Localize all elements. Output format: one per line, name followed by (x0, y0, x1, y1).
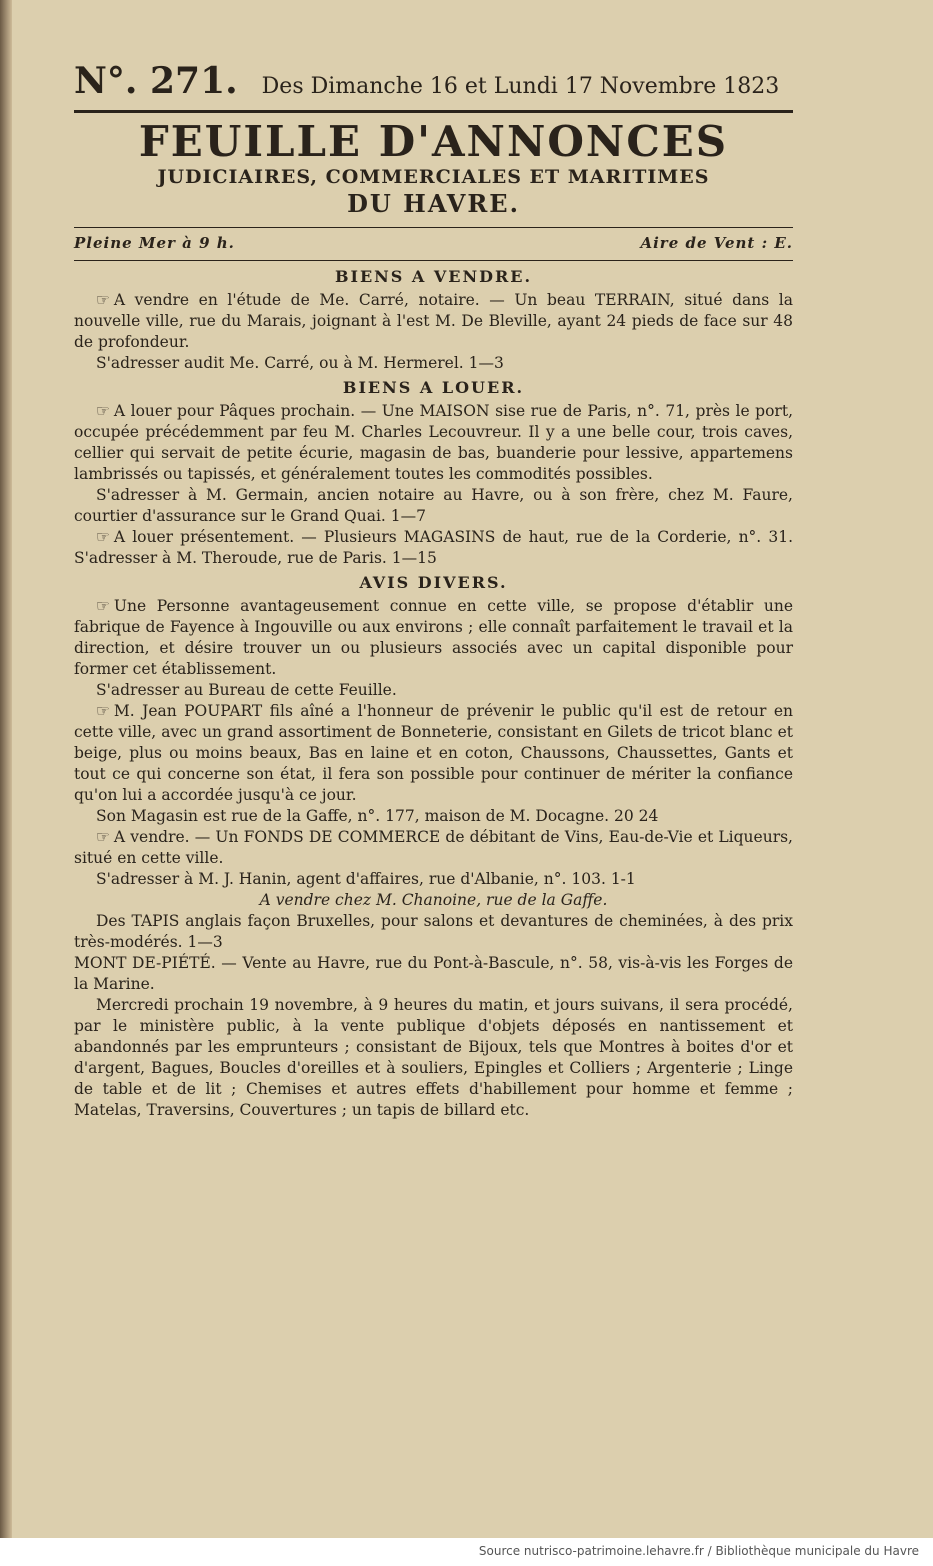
notice-text: Une Personne avantageusement connue en cette ville, se propose d'établir une fabrique de Fayence à Ingouville ou aux environs ; elle connaît parfaitement le travail et la direction, et désire trouver un ou plusieurs associés avec un capital disponible pour former cet établissement. (74, 597, 793, 678)
notice-text: A vendre. — Un FONDS DE COMMERCE de débitant de Vins, Eau-de-Vie et Liqueurs, situé en cette ville. (74, 828, 793, 867)
notice-chanoine: A vendre chez M. Chanoine, rue de la Gaffe. (259, 891, 608, 909)
pointing-hand-icon: ☞ (96, 702, 110, 720)
notice-contact: S'adresser à M. Germain, ancien notaire au Havre, ou à son frère, chez M. Faure, courtier d'assurance sur le Grand Quai. 1—7 (74, 486, 793, 525)
issue-header (74, 60, 793, 102)
issue-date: Des Dimanche 16 et Lundi 17 Novembre 1823 (261, 74, 780, 99)
notice-text: A louer pour Pâques prochain. — Une MAISON sise rue de Paris, n°. 71, près le port, occupée précédemment par feu M. Charles Lecouvreur. Il y a une belle cour, trois caves, cellier qui servait de petite écurie, magasin de bas, buanderie pour lessive, appartemens lambrissés ou tapissés, et généralement toutes les commodités possibles. (74, 402, 793, 483)
source-footer (0, 1538, 933, 1566)
notice-terrain (74, 290, 793, 353)
notice-fayence (74, 596, 793, 680)
notice-text: M. Jean POUPART fils aîné a l'honneur de prévenir le public qu'il est de retour en cette ville, avec un grand assortiment de Bonneterie, consistant en Gilets de tricot blanc et beige, plus ou moins beaux, Bas en laine et en coton, Chaussons, Chaussettes, Gants et tout ce qui concerne son état, il fera son possible pour continuer de mériter la confiance qu'on lui a accordée jusqu'à ce jour. (74, 702, 793, 804)
notice-tapis: Des TAPIS anglais façon Bruxelles, pour salons et devantures de cheminées, à des prix très-modérés. 1—3 (74, 912, 793, 951)
book-spine (0, 0, 12, 1538)
wind-direction: Aire de Vent : E. (640, 234, 793, 252)
issue-number: N°. 271. (74, 60, 238, 102)
notice-vente-publique: Mercredi prochain 19 novembre, à 9 heures du matin, et jours suivans, il sera procédé, par le ministère public, à la vente publique d'objets déposés en nantissement et abandonnés par les emprunteurs ; consistant de Bijoux, tels que Montres à boites d'or et d'argent, Bagues, Boucles d'oreilles et à souliers, Epingles et Colliers ; Argenterie ; Linge de table et de lit ; Chemises et autres effets d'habillement pour homme et femme ; Matelas, Traversins, Couvertures ; un tapis de billard etc. (74, 996, 793, 1119)
section-heading-avis: AVIS DIVERS. (359, 573, 508, 592)
notice-mont-de-piete: MONT DE-PIÉTÉ. — Vente au Havre, rue du Pont-à-Bascule, n°. 58, vis-à-vis les Forges de la Marine. (74, 954, 793, 993)
notice-magasins (74, 527, 793, 569)
notice-text: A louer présentement. — Plusieurs MAGASINS de haut, rue de la Corderie, n°. 31. S'adresser à M. Theroude, rue de Paris. 1—15 (74, 528, 793, 567)
tides-rule (74, 260, 793, 261)
notice-maison (74, 401, 793, 485)
pointing-hand-icon: ☞ (96, 528, 110, 546)
pointing-hand-icon: ☞ (96, 597, 110, 615)
high-tide: Pleine Mer à 9 h. (74, 234, 235, 252)
pointing-hand-icon: ☞ (96, 402, 110, 420)
header-rule (74, 110, 793, 113)
notice-poupart (74, 701, 793, 806)
notice-contact: S'adresser audit Me. Carré, ou à M. Hermerel. 1—3 (96, 354, 504, 372)
notice-contact: S'adresser au Bureau de cette Feuille. (96, 681, 397, 699)
notice-contact: S'adresser à M. J. Hanin, agent d'affaires, rue d'Albanie, n°. 103. 1-1 (96, 870, 636, 888)
masthead-title: FEUILLE D'ANNONCES (138, 117, 729, 166)
masthead-subtitle: JUDICIAIRES, COMMERCIALES ET MARITIMES (157, 166, 710, 188)
masthead-rule (74, 227, 793, 228)
notice-contact: Son Magasin est rue de la Gaffe, n°. 177, maison de M. Docagne. 20 24 (96, 807, 659, 825)
pointing-hand-icon: ☞ (96, 828, 110, 846)
notice-text: A vendre en l'étude de Me. Carré, notaire. — Un beau TERRAIN, situé dans la nouvelle ville, rue du Marais, joignant à l'est M. De Bleville, ayant 24 pieds de face sur 48 de profondeur. (74, 291, 793, 351)
newspaper-page (12, 0, 933, 1538)
pointing-hand-icon: ☞ (96, 291, 110, 309)
source-credit: Source nutrisco-patrimoine.lehavre.fr / Bibliothèque municipale du Havre (478, 1544, 919, 1558)
masthead-city: DU HAVRE. (347, 189, 520, 218)
tides-line (74, 234, 793, 252)
section-heading-vendre: BIENS A VENDRE. (334, 267, 533, 286)
notice-fonds (74, 827, 793, 869)
section-heading-louer: BIENS A LOUER. (342, 378, 525, 397)
